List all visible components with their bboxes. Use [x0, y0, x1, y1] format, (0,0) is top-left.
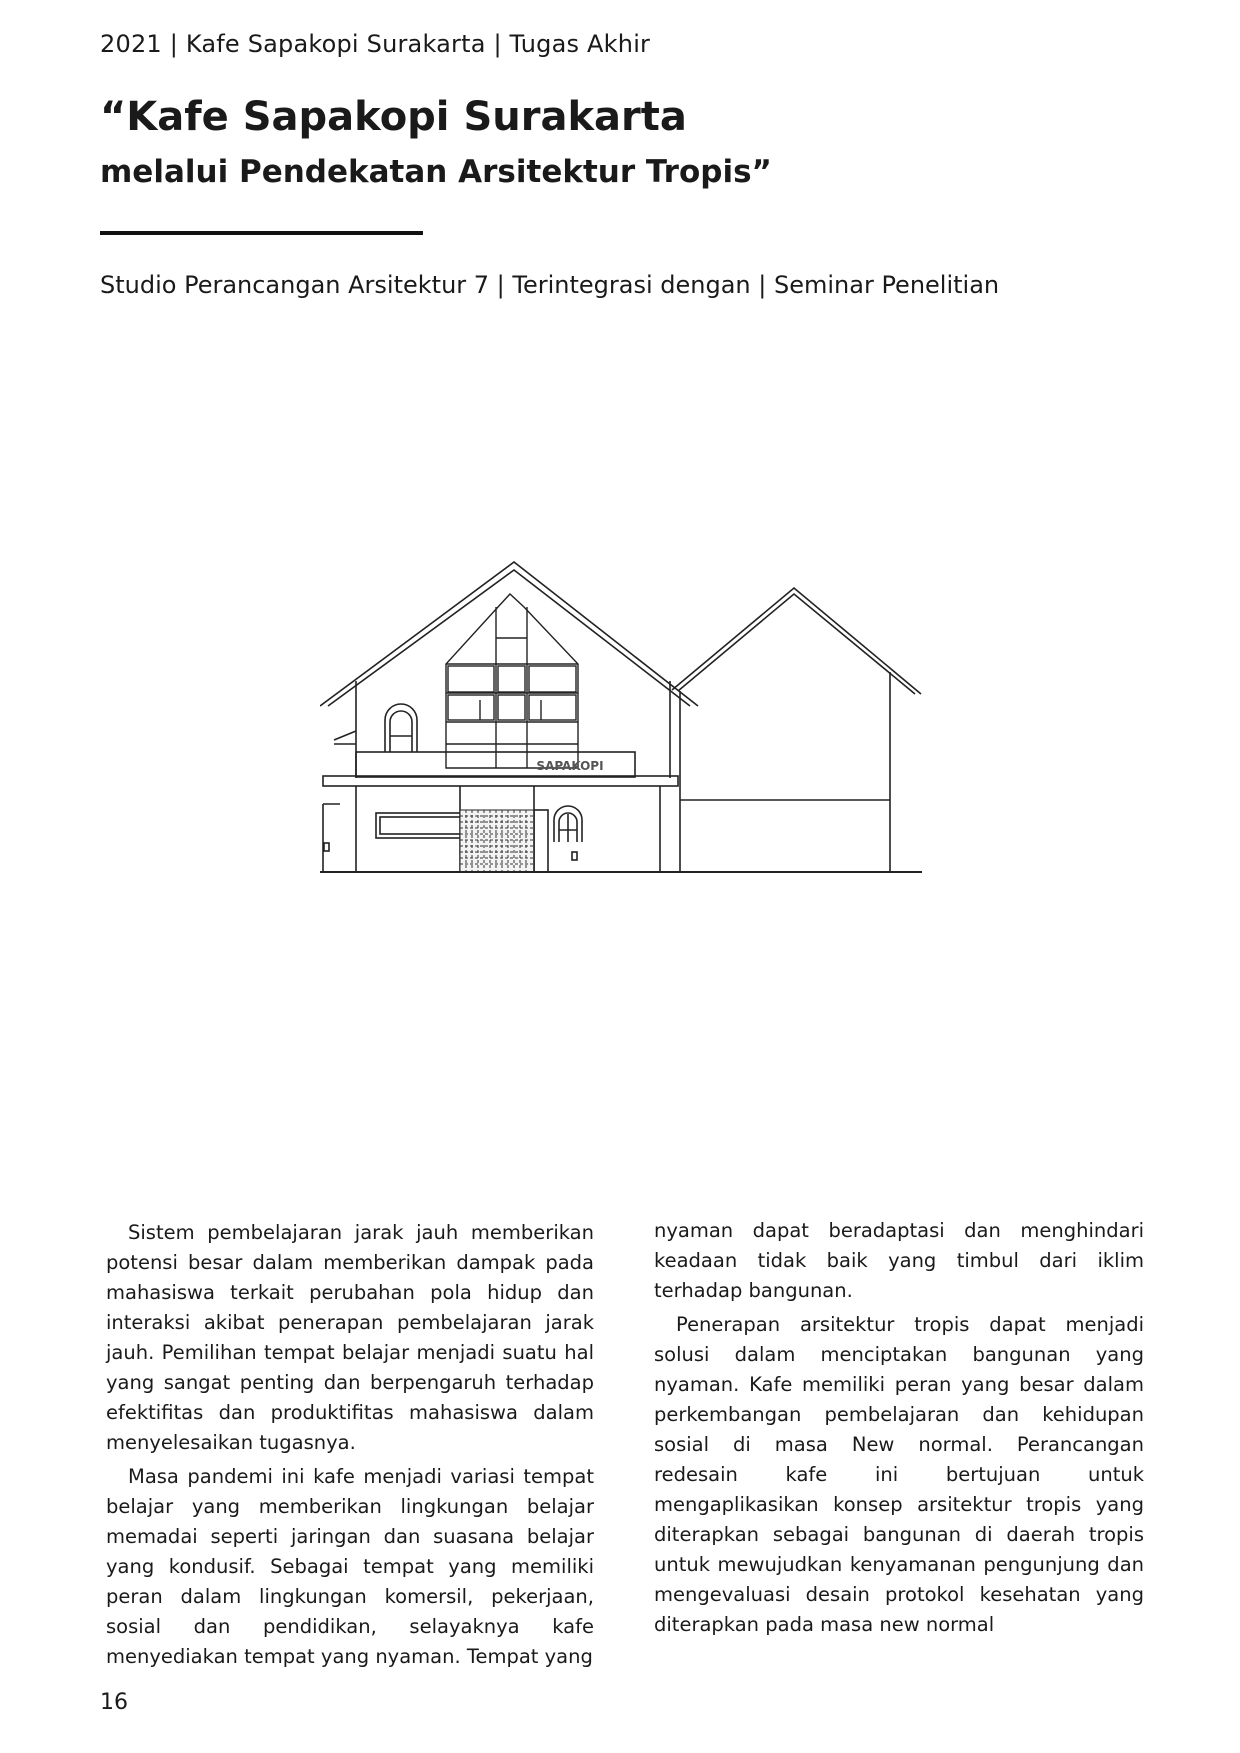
paragraph: Penerapan arsitektur tropis dapat menjadi solusi dalam menciptakan bangunan yang nyaman. Kafe memiliki peran yang besar dalam perkembangan pembelajaran dan kehidupan sosial di masa New normal. Perancangan redesain kafe ini bertujuan untuk mengaplikasikan konsep arsitektur tropis yang diterapkan sebagai bangunan di daerah tropis untuk mewujudkan kenyamanan pengunjung dan mengevaluasi desain protokol kesehatan yang diterapkan pada masa new normal: [654, 1313, 1144, 1636]
running-header: 2021 | Kafe Sapakopi Surakarta | Tugas Akhir: [100, 30, 651, 58]
body-column-left: [106, 1218, 594, 1676]
studio-caption: Studio Perancangan Arsitektur 7 | Terintegrasi dengan | Seminar Penelitian: [100, 271, 1000, 299]
right-gable-building: [672, 588, 921, 872]
page-title: “Kafe Sapakopi Surakarta: [100, 94, 687, 140]
glass-curtain-wall: [446, 594, 578, 768]
breeze-block-screen: [460, 810, 534, 872]
body-column-right: [654, 1216, 1144, 1644]
page-number: 16: [100, 1690, 128, 1715]
signage-text: SAPAKOPI: [536, 759, 604, 773]
low-side-wall: [323, 804, 340, 872]
entrance-panel: [534, 810, 548, 872]
page-subtitle: melalui Pendekatan Arsitektur Tropis”: [100, 154, 772, 190]
wall-lamps: [324, 843, 577, 860]
paragraph: Sistem pembelajaran jarak jauh memberikan potensi besar dalam memberikan dampak pada mahasiswa terkait perubahan pola hidup dan interaksi akibat penerapan pembelajaran jarak jauh. Pemilihan tempat belajar menjadi suatu hal yang sangat penting dan berpengaruh terhadap efektifitas dan produktifitas mahasiswa dalam menyelesaikan tugasnya.: [106, 1221, 594, 1454]
paragraph: nyaman dapat beradaptasi dan menghindari keadaan tidak baik yang timbul dari iklim terhadap bangunan.: [654, 1219, 1144, 1302]
lower-arched-window: [554, 806, 582, 842]
building-elevation-drawing: [320, 560, 930, 890]
upper-arched-window: [385, 704, 417, 752]
title-divider: [100, 231, 423, 235]
side-canopy: [334, 731, 356, 744]
paragraph: Masa pandemi ini kafe menjadi variasi tempat belajar yang memberikan lingkungan belajar memadai seperti jaringan dan suasana belajar yang kondusif. Sebagai tempat yang memiliki peran dalam lingkungan komersil, pekerjaan, sosial dan pendidikan, selayaknya kafe menyediakan tempat yang nyaman. Tempat yang: [106, 1465, 594, 1668]
